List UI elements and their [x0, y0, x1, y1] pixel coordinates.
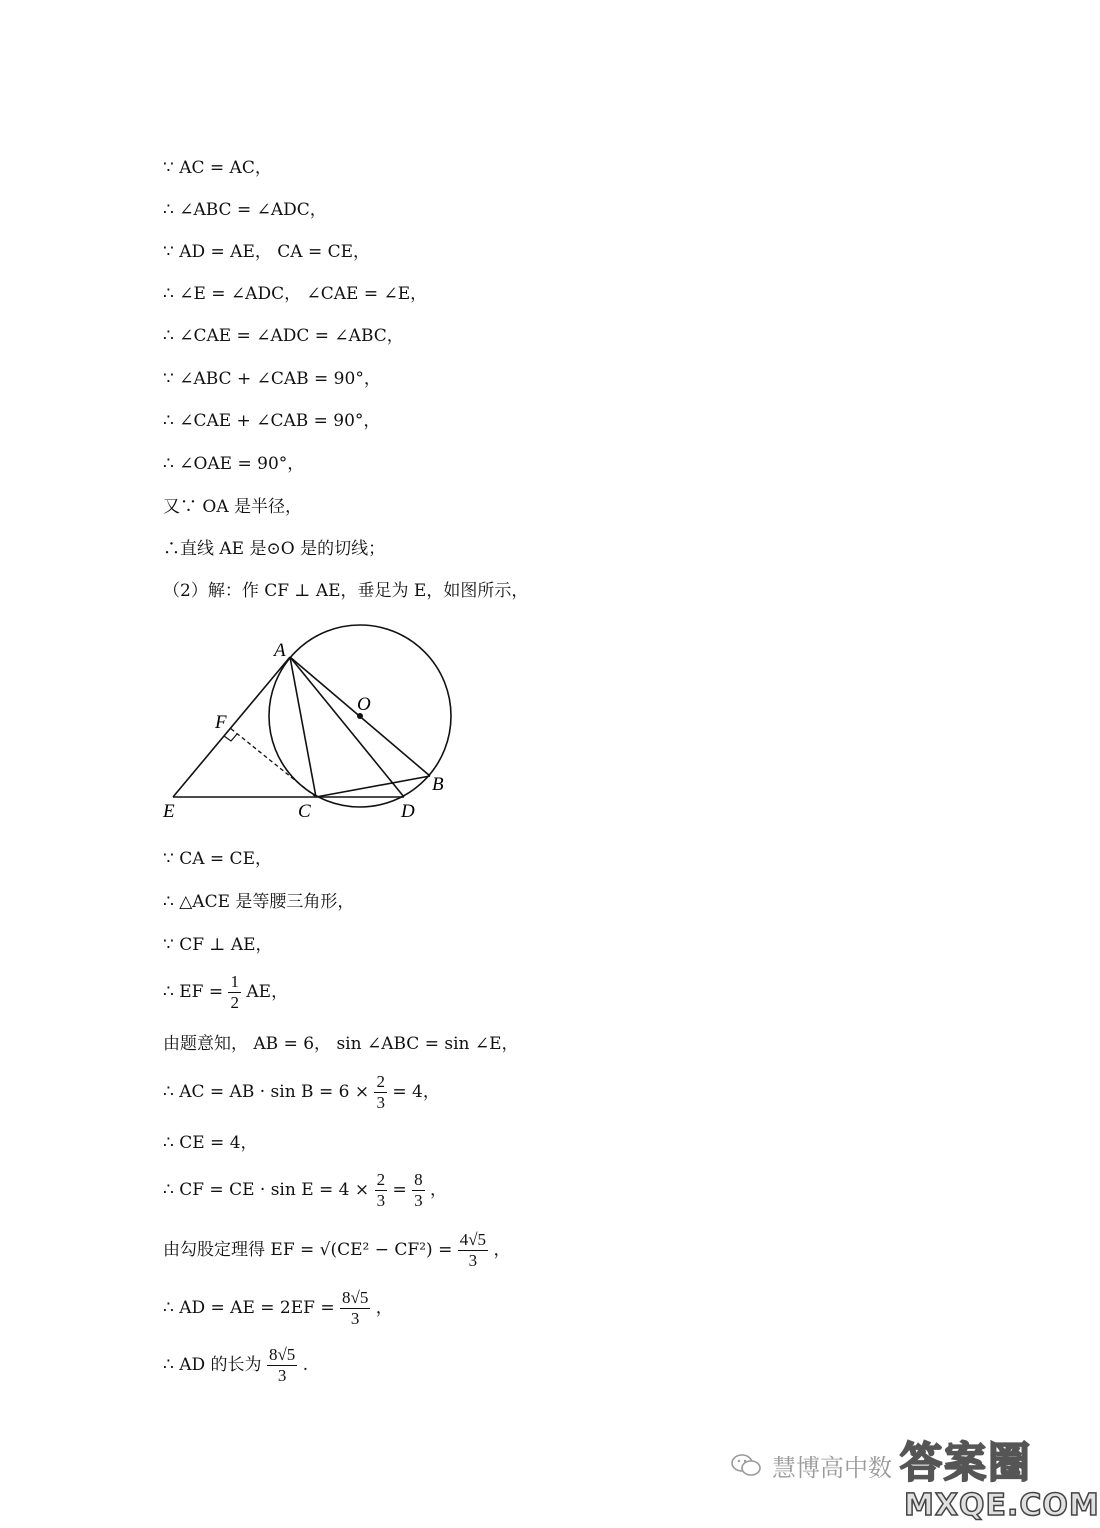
ac-prefix: ∴ AC = AB · sin B = 6 × [163, 1082, 370, 1102]
fraction-eight-thirds [412, 1170, 425, 1211]
label-d: D [401, 801, 415, 822]
cf-line [163, 1170, 447, 1211]
ad-line [163, 1288, 393, 1329]
fraction-8root5-thirds [267, 1345, 297, 1386]
segment-cf [230, 728, 316, 797]
frac-den: 3 [414, 1191, 423, 1210]
pyth-prefix: 由勾股定理得 EF = √(CE² − CF²) = [163, 1240, 453, 1260]
frac-num: 4√5 [459, 1230, 487, 1249]
label-a: A [274, 640, 286, 661]
segment-ae [173, 657, 290, 797]
pythagoras-line [163, 1230, 510, 1271]
step-line: ∴直线 AE 是⊙O 是的切线； [163, 539, 386, 559]
segment-ac [290, 657, 316, 797]
part2-heading: （2）解：作 CF ⊥ AE，垂足为 E，如图所示， [163, 581, 529, 601]
frac-num: 1 [230, 972, 239, 991]
logo-domain: MXQE.COM [904, 1488, 1100, 1523]
ad-suffix: ， [375, 1298, 393, 1318]
watermark [730, 1430, 1100, 1525]
label-e: E [163, 801, 175, 822]
ce-line: ∴ CE = 4， [163, 1133, 258, 1153]
site-logo [900, 1430, 1100, 1525]
frac-num: 8 [414, 1170, 423, 1189]
frac-num: 2 [376, 1072, 385, 1091]
geometry-figure [160, 630, 460, 825]
fraction-8root5-thirds [340, 1288, 370, 1329]
step-line: ∴ ∠ABC = ∠ADC， [163, 200, 327, 220]
cf-equals: = [392, 1180, 407, 1200]
final-suffix: . [302, 1355, 309, 1375]
fraction-two-thirds [374, 1072, 387, 1113]
segment-ad [290, 657, 404, 797]
label-f: F [215, 712, 227, 733]
step-line: ∵ CF ⊥ AE， [163, 935, 273, 955]
pyth-suffix: ， [493, 1240, 511, 1260]
given-line: 由题意知， AB = 6， sin ∠ABC = sin ∠E， [163, 1034, 519, 1054]
ef-line [163, 972, 288, 1013]
segment-cb [316, 776, 430, 797]
wechat-icon [730, 1452, 762, 1478]
frac-num: 8√5 [342, 1288, 369, 1307]
frac-num: 8√5 [268, 1345, 296, 1364]
frac-den: 2 [230, 993, 239, 1012]
label-o: O [357, 694, 371, 715]
ac-line [163, 1072, 440, 1113]
fraction-4root5-thirds [458, 1230, 488, 1271]
step-line: ∵ AD = AE， CA = CE， [163, 242, 371, 262]
cf-prefix: ∴ CF = CE · sin E = 4 × [163, 1180, 370, 1200]
label-b: B [432, 774, 444, 795]
step-line: ∴ ∠CAE = ∠ADC = ∠ABC， [163, 326, 404, 346]
frac-den: 3 [376, 1093, 385, 1112]
cf-suffix: ， [430, 1180, 448, 1200]
frac-den: 3 [376, 1191, 386, 1210]
fraction-two-thirds [375, 1170, 388, 1211]
final-prefix: ∴ AD 的长为 [163, 1355, 262, 1375]
ef-prefix: ∴ EF = [163, 982, 224, 1002]
logo-chinese: 答案圈 [900, 1438, 1033, 1487]
fraction-half [228, 972, 241, 1013]
step-line: ∴ ∠E = ∠ADC， ∠CAE = ∠E， [163, 284, 428, 304]
frac-num: 2 [376, 1170, 386, 1189]
ad-prefix: ∴ AD = AE = 2EF = [163, 1298, 335, 1318]
ac-suffix: = 4， [392, 1082, 440, 1102]
frac-den: 3 [277, 1366, 287, 1385]
account-name: 慧博高中数 [772, 1454, 892, 1482]
ef-suffix: AE， [246, 982, 289, 1002]
right-angle-mark [224, 734, 237, 741]
label-c: C [298, 801, 311, 822]
step-line: ∴ ∠CAE + ∠CAB = 90°， [163, 411, 381, 431]
frac-den: 3 [468, 1251, 478, 1270]
step-line: 又∵ OA 是半径， [163, 497, 303, 517]
step-line: ∵ ∠ABC + ∠CAB = 90°， [163, 369, 381, 389]
final-answer-line [163, 1345, 308, 1386]
step-line: ∴ ∠OAE = 90°， [163, 454, 305, 474]
frac-den: 3 [350, 1309, 360, 1328]
step-line: ∵ AC = AC， [163, 158, 272, 178]
step-line: ∵ CA = CE， [163, 849, 272, 869]
step-line: ∴ △ACE 是等腰三角形， [163, 892, 355, 912]
